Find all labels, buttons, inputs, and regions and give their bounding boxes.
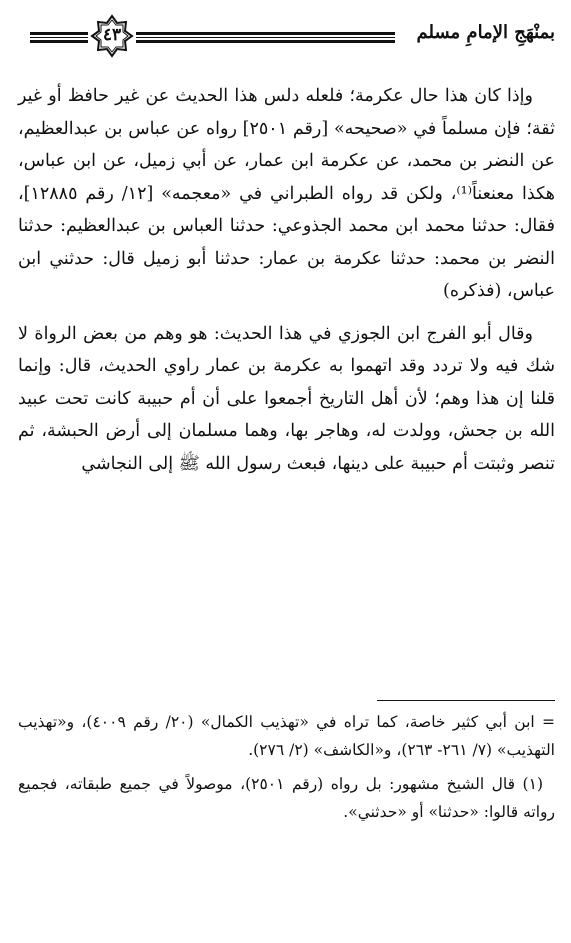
footnote-separator: [377, 700, 555, 701]
header-rule-right: [136, 32, 395, 44]
running-title: بمنْهَجِ الإمامِ مسلم: [416, 22, 555, 43]
main-text: [18, 80, 555, 480]
footnote-continuation: = ابن أبي كثير خاصة، كما تراه في «تهذيب الكمال» (٢٠/ رقم ٤٠٠٩)، و«تهذيب التهذيب» (٧/ ٢٦١- ٢٦٣)، و«الكاشف» (٢/ ٢٧٦).: [18, 713, 555, 759]
header-rule-left: [30, 32, 88, 44]
page-header: [18, 14, 555, 60]
page-number: ٤٣: [102, 25, 122, 45]
body-paragraph: وقال أبو الفرج ابن الجوزي في هذا الحديث: هو وهم من بعض الرواة لا شك فيه ولا تردد وقد اتهموا به عكرمة بن عمار راوي الحديث، قال: وإنما قلنا إن هذا وهم؛ لأن أهل التاريخ أجمعوا على أن أم حبيبة كانت تحت عبيد الله بن جحش، وولدت له، وهاجر بها، وهما مسلمان إلى أرض الحبشة، ثم تنصر وثبتت أم حبيبة على دينها، فبعث رسول الله ﷺ إلى النجاشي: [18, 323, 555, 474]
body-paragraph: وإذا كان هذا حال عكرمة؛ فلعله دلس هذا الحديث عن غير حافظ أو غير ثقة؛ فإن مسلماً في «صحيحه» [رقم ٢٥٠١] رواه عن عباس بن عبدالعظيم، عن النضر بن محمد، عن عكرمة ابن عمار، عن أبي زميل، عن ابن عباس، هكذا معنعناً⁽¹⁾، ولكن قد رواه الطبراني في «معجمه» [١٢/ رقم ١٢٨٨٥]، فقال: حدثنا محمد ابن محمد الجذوعي: حدثنا العباس بن عبدالعظيم: حدثنا النضر بن محمد: حدثنا عكرمة بن عمار: حدثنا أبو زميل قال: حدثني ابن عباس، (فذكره): [18, 86, 555, 301]
footnote-1: (١) قال الشيخ مشهور: بل رواه (رقم ٢٥٠١)، موصولاً في جميع طبقاته، فجميع رواته قالوا: «حدثنا» أو «حدثني».: [18, 775, 555, 821]
page-number-badge: [90, 14, 134, 58]
footnotes: [18, 708, 555, 826]
